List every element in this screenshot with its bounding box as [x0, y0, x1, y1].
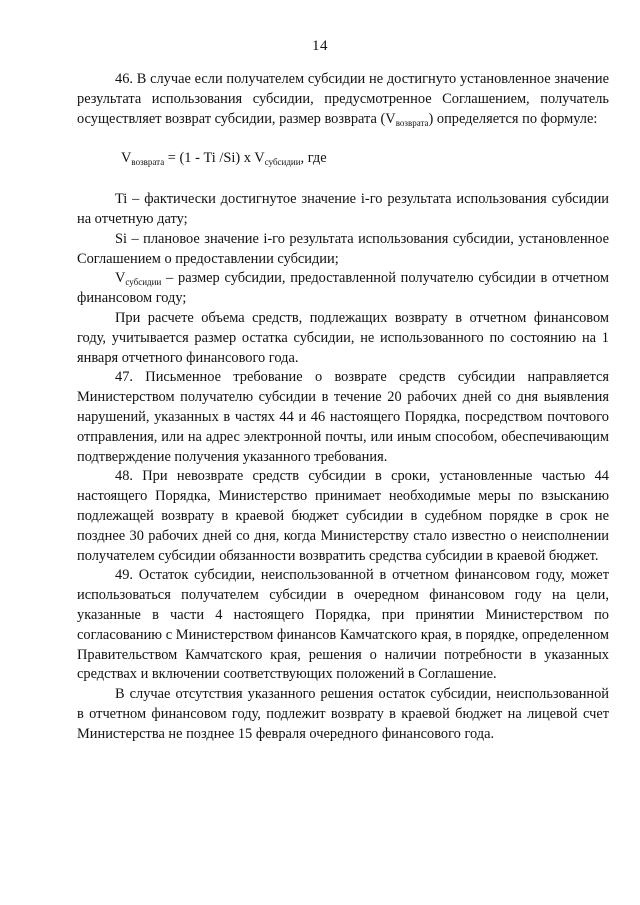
definition-vsubsidy-text: – размер субсидии, предоставленной получателю субсидии в отчетном финансовом году; — [77, 270, 609, 307]
paragraph-46-subscript: возврата — [395, 117, 429, 128]
formula-part-b: = (1 - Ti /Si) x V — [164, 150, 265, 167]
definition-ti: Ti – фактически достигнутое значение i-го результата использования субсидии на отчетную дату; — [77, 191, 609, 227]
formula-part-a: V — [121, 150, 132, 167]
paragraph-46-text: 46. В случае если получателем субсидии не достигнуто установленное значение результата использования субсидии, предусмотренное Соглашением, получатель осуществляет возврат субсидии, размер возврата (V — [77, 71, 609, 127]
formula-subscript-refund: возврата — [131, 157, 165, 168]
paragraph-47: 47. Письменное требование о возврате средств субсидии направляется Министерством получателю субсидии в течение 20 рабочих дней со дня выявления нарушений, указанных в частях 44 и 46 настоящего Порядка, посредством почтового отправления, или на адрес электронной почты, или иным способом, обеспечивающим подтверждение получения указанного требования. — [77, 369, 609, 465]
paragraph-46-end: ) определяется по формуле: — [428, 110, 598, 127]
paragraph-calculation: При расчете объема средств, подлежащих возврату в отчетном финансовом году, учитывается размер остатка субсидии, не использованного по состоянию на 1 января отчетного финансового года. — [77, 309, 609, 366]
paragraph-48: 48. При невозврате средств субсидии в сроки, установленные частью 44 настоящего Порядка, Министерство принимает необходимые меры по взысканию подлежащей возврату в краевой бюджет субсидии в судебном порядке в срок не позднее 30 рабочих дней со дня, когда Министерству стало известно о неисполнении получателем субсидии обязанности возвратить средства субсидии в краевой бюджет. — [77, 468, 609, 564]
document-body — [77, 70, 609, 745]
definition-vsubsidy-symbol: V — [115, 270, 126, 287]
paragraph-49: 49. Остаток субсидии, неиспользованной в отчетном финансовом году, может использоваться получателем субсидии в очередном финансовом году на цели, указанные в части 4 настоящего Порядка, при принятии Министерством по согласованию с Министерством финансов Камчатского края, в порядке, определенном Правительством Камчатского края, решения о наличии потребности в указанных средствах и включении соответствующих положений в Соглашение. — [77, 567, 609, 683]
page-number: 14 — [312, 38, 328, 54]
definition-vsubsidy — [77, 269, 609, 309]
formula-part-c: , где — [300, 150, 327, 167]
formula-subscript-subsidy: субсидии — [264, 157, 301, 168]
definition-vsubsidy-subscript: субсидии — [125, 277, 162, 288]
paragraph-46 — [77, 70, 609, 129]
paragraph-unused-balance: В случае отсутствия указанного решения остаток субсидии, неиспользованной в отчетном финансовом году, подлежит возврату в краевой бюджет на лицевой счет Министерства не позднее 15 февраля очередного финансового года. — [77, 686, 609, 742]
definition-si: Si – плановое значение i-го результата использования субсидии, установленное Соглашением о предоставлении субсидии; — [77, 230, 609, 267]
refund-formula — [77, 149, 609, 169]
